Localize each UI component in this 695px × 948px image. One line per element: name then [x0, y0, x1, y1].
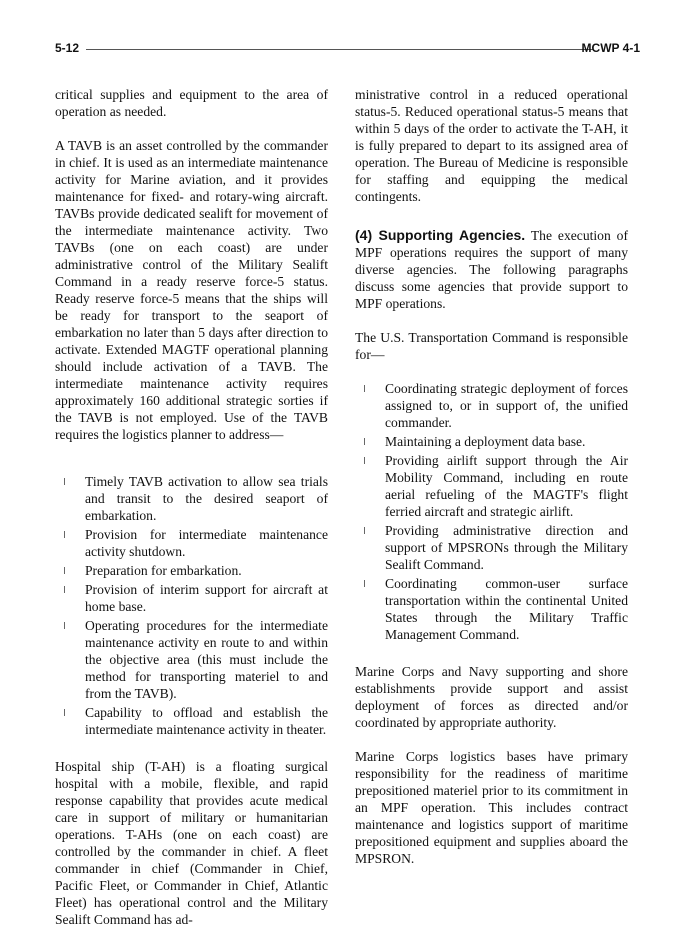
list-item: Coordinating common-user surface transportation within the continental United States through the Military Traffic Management Command.	[355, 575, 628, 643]
bullet-icon	[64, 478, 65, 485]
bullet-icon	[364, 457, 365, 464]
list-item: Providing administrative direction and support of MPSRONs through the Military Sealift Command.	[355, 522, 628, 573]
list-item: Operating procedures for the intermediate maintenance activity en route to and within the objective area (this must include the method for transporting materiel to and from the TAVB).	[55, 617, 328, 702]
paragraph: ministrative control in a reduced operational status-5. Reduced operational status-5 means that within 5 days of the order to activate the T-AH, it is fully prepared to depart to its assigned area of operation. The Bureau of Medicine is responsible for staffing and equipping the medical contingents.	[355, 87, 628, 204]
paragraph: Hospital ship (T-AH) is a floating surgical hospital with a mobile, flexible, and rapid response capability that provides acute medical care in support of military or humanitarian operations. T-AHs (one on each coast) are controlled by the commander in chief. A fleet commander in chief (Commander in Chief, Pacific Fleet, or Commander in Chief, Atlantic Fleet) has operational control and the Military Sealift Command has ad-	[55, 759, 328, 927]
paragraph: Marine Corps logistics bases have primary responsibility for the readiness of maritime prepositioned materiel prior to its commitment in an MPF operation. This includes contract maintenance and logistics support of maritime prepositioned equipment and supplies aboard the MPSRON.	[355, 749, 628, 866]
section-heading: (4) Supporting Agencies.	[355, 227, 526, 243]
paragraph: Marine Corps and Navy supporting and shore establishments provide support and assist deployment of forces as directed and/or coordinated by appropriate authority.	[355, 664, 628, 730]
paragraph: The U.S. Transportation Command is responsible for—	[355, 330, 628, 362]
bullet-icon	[364, 580, 365, 587]
bullet-icon	[64, 567, 65, 574]
list-item: Provision of interim support for aircraft at home base.	[55, 581, 328, 615]
header-rule	[86, 49, 593, 50]
right-column	[355, 86, 628, 887]
publication-id: MCWP 4-1	[581, 41, 640, 55]
paragraph: (4) Supporting Agencies. The execution of MPF operations requires the support of many diverse agencies. The following paragraphs discuss some agencies that provide support to MPF operations.	[355, 227, 629, 311]
paragraph: critical supplies and equipment to the area of operation as needed.	[55, 87, 328, 119]
list-item: Timely TAVB activation to allow sea trials and transit to the desired seaport of embarkation.	[55, 473, 328, 524]
page-number: 5-12	[55, 41, 80, 55]
paragraph: A TAVB is an asset controlled by the commander in chief. It is used as an intermediate maintenance activity for Marine aviation, and it provides maintenance for fixed- and rotary-wing aircraft. TAVBs provide dedicated sealift for movement of the intermediate maintenance activity. Two TAVBs (one on each coast) are under administrative control of the Military Sealift Command in a ready reserve force-5 status. Ready reserve force-5 means that the ships will be ready for transport to the seaport of embarkation no later than 5 days after direction to activate. Extended MAGTF operational planning should include activation of a TAVB. The intermediate maintenance activity requires approximately 160 additional strategic sorties if the TAVB is not employed. Use of the TAVB requires the logistics planner to address—	[55, 138, 328, 442]
bullet-icon	[64, 709, 65, 716]
bullet-icon	[364, 385, 365, 392]
bullet-icon	[364, 438, 365, 445]
bullet-icon	[64, 531, 65, 538]
left-column	[55, 86, 328, 948]
list-item: Provision for intermediate maintenance activity shutdown.	[55, 526, 328, 560]
list-item: Preparation for embarkation.	[55, 562, 328, 579]
list-item: Capability to offload and establish the intermediate maintenance activity in theater.	[55, 704, 328, 738]
list-item: Coordinating strategic deployment of forces assigned to, or in support of, the unified commander.	[355, 380, 628, 431]
bullet-icon	[364, 527, 365, 534]
bullet-icon	[64, 586, 65, 593]
bullet-icon	[64, 622, 65, 629]
list-item: Providing airlift support through the Air Mobility Command, including en route aerial refueling of the MAGTF's flight ferried aircraft and strategic airlift.	[355, 452, 628, 520]
list-item: Maintaining a deployment data base.	[355, 433, 628, 450]
